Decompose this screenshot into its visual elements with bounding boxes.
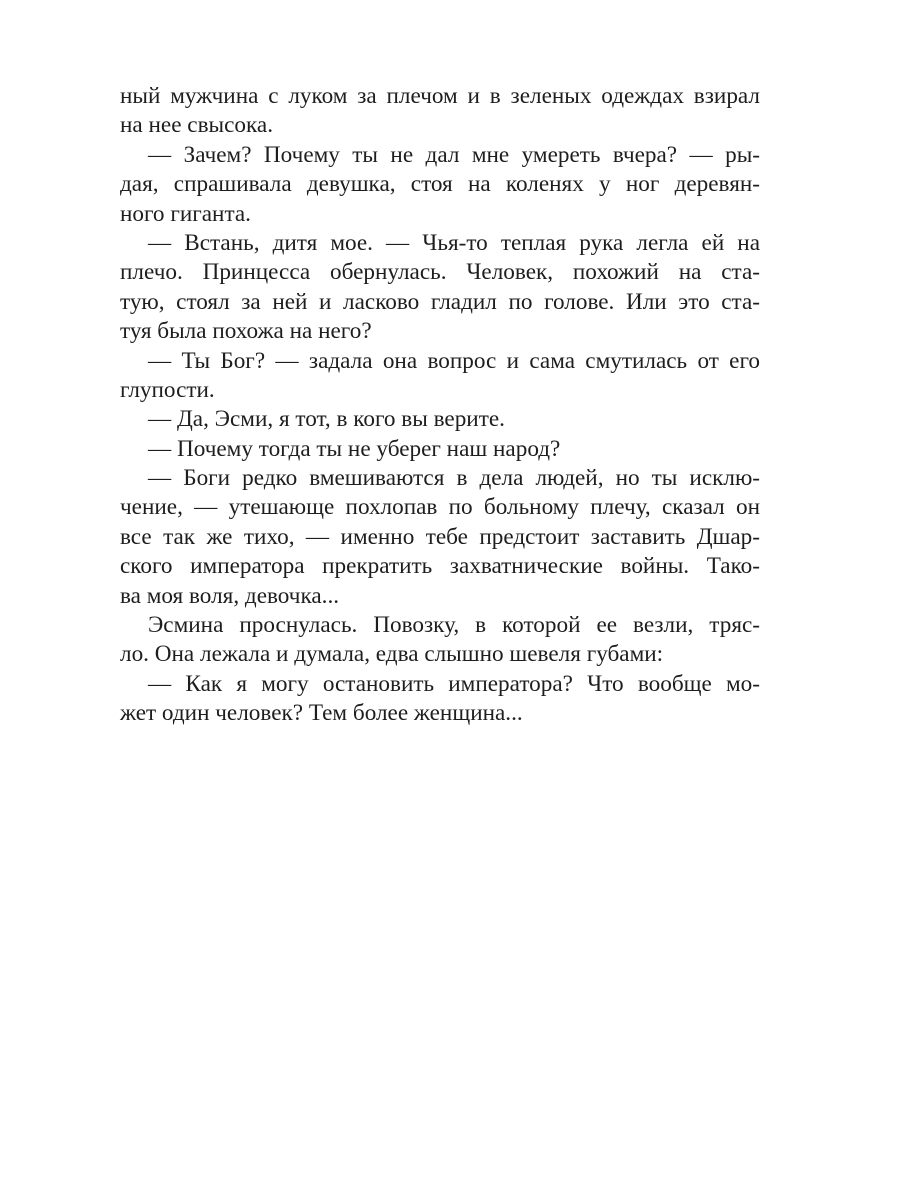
text-line: ло. Она лежала и думала, едва слышно шевеля губами: xyxy=(120,641,664,668)
text-line: дая, спрашивала девушка, стоя на коленях у ног деревян- xyxy=(120,171,760,198)
text-line: все так же тихо, — именно тебе предстоит заставить Дшар- xyxy=(120,523,760,550)
text-line: туя была похожа на него? xyxy=(120,318,372,345)
text-line: на нее свысока. xyxy=(120,112,273,139)
text-line: — Да, Эсми, я тот, в кого вы верите. xyxy=(148,406,505,433)
text-line: — Встань, дитя мое. — Чья-то теплая рука легла ей на xyxy=(148,229,760,256)
text-line: чение, — утешающе похлопав по больному плечу, сказал он xyxy=(120,494,760,521)
text-line: тую, стоял за ней и ласково гладил по голове. Или это ста- xyxy=(120,288,760,315)
text-line: ного гиганта. xyxy=(120,200,251,227)
text-line: плечо. Принцесса обернулась. Человек, похожий на ста- xyxy=(120,259,760,286)
text-line: — Почему тогда ты не уберег наш народ? xyxy=(148,435,561,462)
text-line: — Боги редко вмешиваются в дела людей, но ты исклю- xyxy=(148,465,760,492)
text-line: ского императора прекратить захватнические войны. Тако- xyxy=(120,553,760,580)
text-line: ва моя воля, девочка... xyxy=(120,582,340,609)
text-line: ный мужчина с луком за плечом и в зеленых одеждах взирал xyxy=(120,83,760,109)
page-text xyxy=(120,82,760,729)
text-line: глупости. xyxy=(120,376,215,403)
text-line: — Зачем? Почему ты не дал мне умереть вчера? — ры- xyxy=(148,141,760,168)
text-line: жет один человек? Тем более женщина... xyxy=(120,700,523,727)
text-line: — Ты Бог? — задала она вопрос и сама смутилась от его xyxy=(148,347,760,374)
text-line: Эсмина проснулась. Повозку, в которой ее везли, тряс- xyxy=(148,612,760,639)
text-line: — Как я могу остановить императора? Что вообще мо- xyxy=(148,670,760,697)
